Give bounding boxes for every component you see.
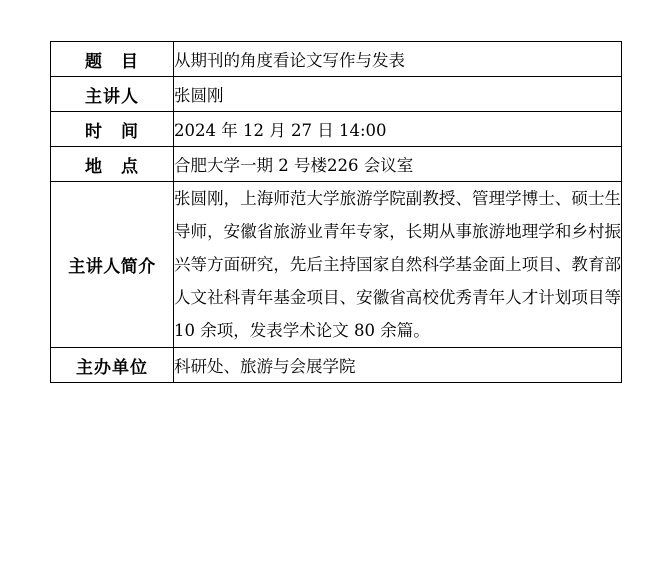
- table-row-time: [51, 112, 622, 147]
- value-speaker-bio: 张圆刚，上海师范大学旅游学院副教授、管理学博士、硕士生导师，安徽省旅游业青年专家，长期从事旅游地理学和乡村振兴等方面研究，先后主持国家自然科学基金面上项目、教育部人文社科青年基金项目、安徽省高校优秀青年人才计划项目等 10 余项，发表学术论文 80 余篇。: [174, 182, 622, 348]
- seminar-info-table: [50, 41, 622, 383]
- value-host-unit: 科研处、旅游与会展学院: [174, 348, 622, 383]
- label-speaker: 主讲人: [51, 77, 174, 112]
- label-host-unit: 主办单位: [51, 348, 174, 383]
- table-row-host: [51, 348, 622, 383]
- table-row-speaker: [51, 77, 622, 112]
- label-time: 时 间: [51, 112, 174, 147]
- label-place: 地 点: [51, 147, 174, 182]
- label-topic: 题 目: [51, 42, 174, 77]
- value-place: 合肥大学一期 2 号楼226 会议室: [174, 147, 622, 182]
- table-row-place: [51, 147, 622, 182]
- table-row-topic: [51, 42, 622, 77]
- value-topic: 从期刊的角度看论文写作与发表: [174, 42, 622, 77]
- value-speaker: 张圆刚: [174, 77, 622, 112]
- table-row-bio: [51, 182, 622, 348]
- value-time: 2024 年 12 月 27 日 14:00: [174, 112, 622, 147]
- label-speaker-bio: 主讲人简介: [51, 182, 174, 348]
